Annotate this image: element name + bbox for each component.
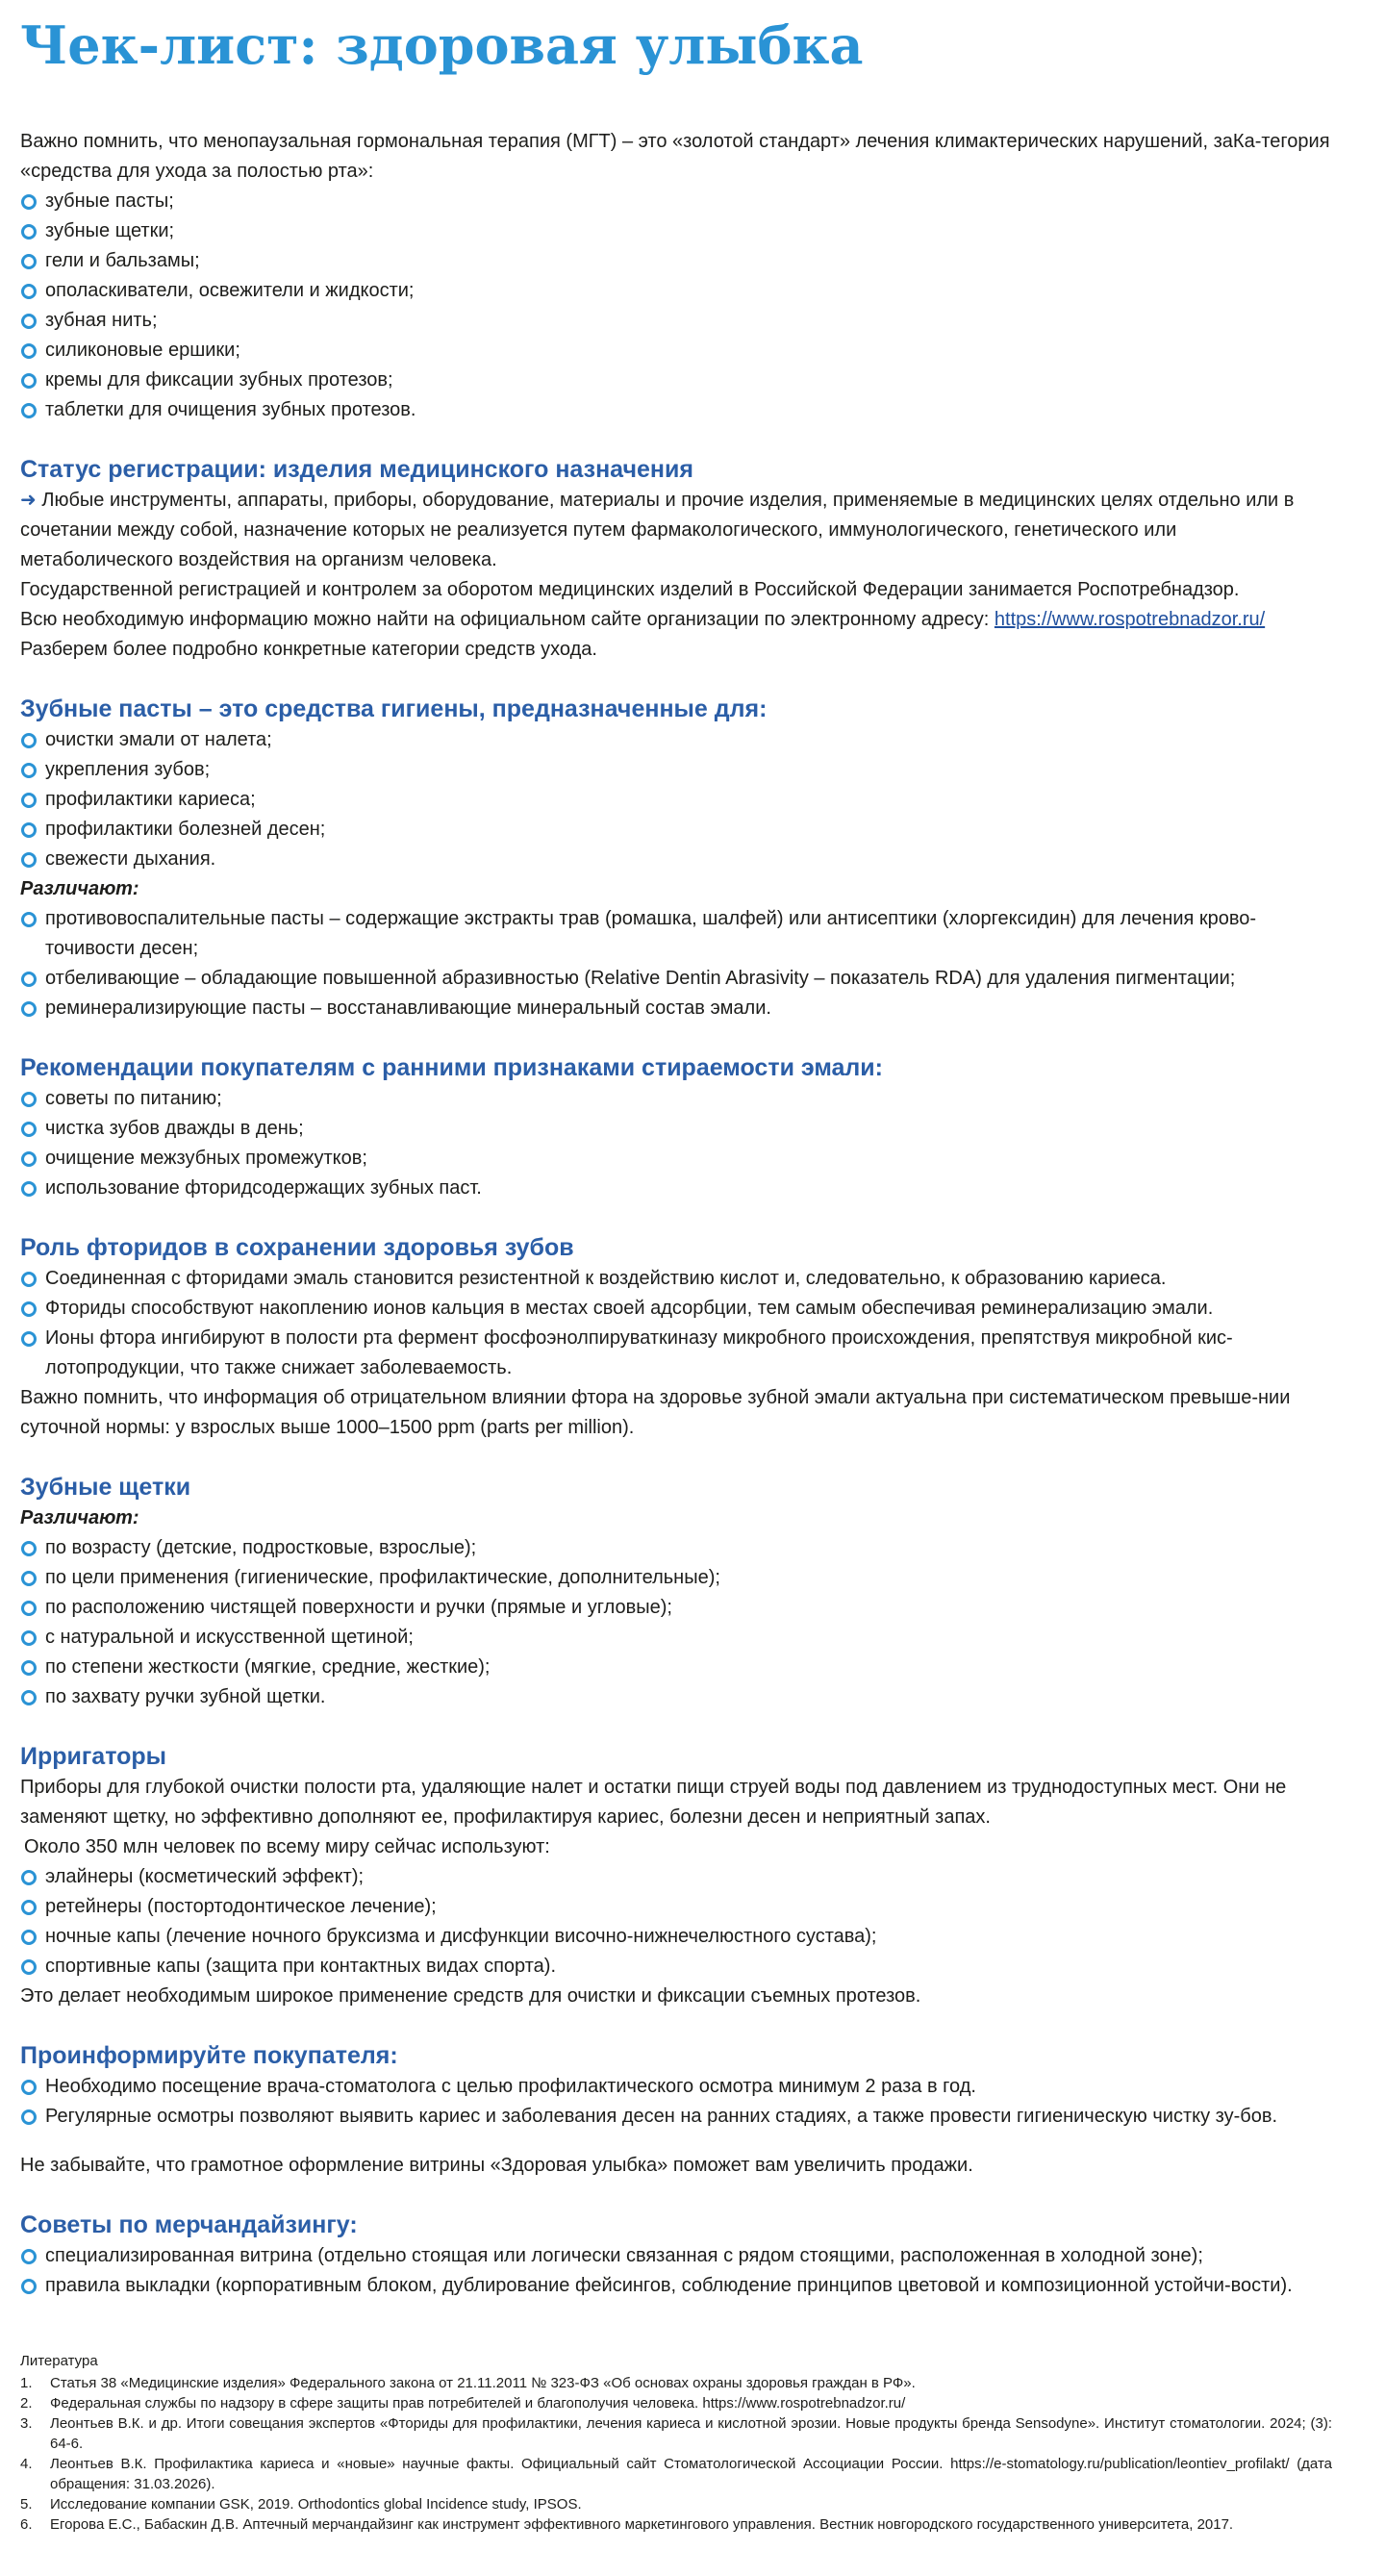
bullet-icon [21,343,37,359]
list-item: зубная нить; [20,306,1332,336]
list-item: укрепления зубов; [20,755,1332,785]
list-item: ополаскиватели, освежители и жидкости; [20,276,1332,306]
bullet-icon [21,194,37,210]
registration-website: Всю необходимую информацию можно найти на официальном сайте организации по электронному адресу: https://www.rospotrebnadzor.ru/ [20,609,1266,630]
bullet-icon [21,284,37,299]
references-title: Литература [20,2353,98,2369]
list-item: реминерализирующие пасты – восстанавливающие минеральный состав эмали. [20,994,1332,1023]
bullet-icon [21,1601,37,1616]
bullet-icon [21,254,37,269]
bullet-icon [21,1541,37,1556]
bullet-icon [21,1122,37,1137]
irrigators-heading: Ирригаторы [20,1743,167,1770]
bullet-icon [21,1870,37,1885]
recommendations-section [20,1051,1332,1203]
inform-heading: Проинформируйте покупателя: [20,2042,398,2069]
bullet-icon [21,1331,37,1347]
registration-heading: Статус регистрации: изделия медицинского назначения [20,456,693,483]
reference-item: 6. Егорова Е.С., Бабаскин Д.В. Аптечный мерчандайзинг как инструмент эффективного маркетингового управления. Вестник новгородского государственного университета, 2017. [20,2516,1234,2533]
list-item: зубные пасты; [20,187,1332,216]
references-section [20,2351,1332,2535]
rospotrebnadzor-link[interactable]: https://www.rospotrebnadzor.ru/ [994,609,1266,630]
list-item: Соединенная с фторидами эмаль становится резистентной к воздействию кислот и, следовательно, к образованию кариеса. [20,1264,1332,1294]
toothpaste-section [20,693,1332,1023]
bullet-icon [21,1151,37,1167]
bullet-icon [21,2249,37,2264]
bullet-icon [21,224,37,240]
reference-item: 1. Статья 38 «Медицинские изделия» Федерального закона от 21.11.2011 № 323-ФЗ «Об основах охраны здоровья граждан в РФ». [20,2375,916,2391]
bullet-icon [21,912,37,927]
care-products-list [20,187,1332,425]
bullet-icon [21,1272,37,1287]
bullet-icon [21,314,37,329]
registration-followup: Разберем более подробно конкретные категории средств ухода. [20,639,597,660]
recommendations-list [20,1084,1332,1203]
merch-heading: Советы по мерчандайзингу: [20,2211,358,2238]
brushes-list [20,1533,1332,1712]
inform-list [20,2072,1332,2132]
list-item: ночные капы (лечение ночного бруксизма и дисфункции височно-нижнечелюстного сустава); [20,1922,1332,1952]
list-item: чистка зубов дважды в день; [20,1114,1332,1144]
reference-item: 2. Федеральная службы по надзору в сфере защиты прав потребителей и благополучия человека. https://www.rospotrebnadzor.ru/ [20,2395,906,2412]
fluoride-heading: Роль фторидов в сохранении здоровья зубов [20,1234,574,1261]
registration-definition: ➜ Любые инструменты, аппараты, приборы, оборудование, материалы и прочие изделия, применяемые в медицинских целях отдельно или в сочетании между собой, назначение которых не реализуется путем фармакологического, иммунологического, генетического или метаболического воздействия на организм человека. [20,490,1295,570]
list-item: Необходимо посещение врача-стоматолога с целью профилактического осмотра минимум 2 раза в год. [20,2072,1332,2102]
bullet-icon [21,1959,37,1975]
reminder-text: Не забывайте, что грамотное оформление витрины «Здоровая улыбка» поможет вам увеличить продажи. [20,2155,973,2176]
list-item: силиконовые ершики; [20,336,1332,366]
toothpaste-heading: Зубные пасты – это средства гигиены, предназначенные для: [20,695,768,722]
list-item: с натуральной и искусственной щетиной; [20,1623,1332,1653]
irrigators-conclusion: Это делает необходимым широкое применение средств для очистки и фиксации съемных протезов. [20,1985,921,2007]
bullet-icon [21,1571,37,1586]
list-item: свежести дыхания. [20,845,1332,874]
brushes-heading: Зубные щетки [20,1474,191,1501]
bullet-icon [21,972,37,987]
list-item: по цели применения (гигиенические, профилактические, дополнительные); [20,1563,1332,1593]
irrigators-description: Приборы для глубокой очистки полости рта, удаляющие налет и остатки пищи струей воды под давлением из труднодоступных мест. Они не заменяют щетку, но эффективно дополняют ее, профилактируя кариес, болезни десен и неприятный запах. [20,1777,1287,1828]
inform-section [20,2039,1332,2132]
fluoride-list [20,1264,1332,1383]
list-item: зубные щетки; [20,216,1332,246]
bullet-icon [21,1900,37,1915]
bullet-icon [21,733,37,748]
bullet-icon [21,1001,37,1017]
list-item: отбеливающие – обладающие повышенной абразивностью (Relative Dentin Abrasivity – показатель RDA) для удаления пигментации; [20,964,1332,994]
list-item: кремы для фиксации зубных протезов; [20,366,1332,395]
list-item: по возрасту (детские, подростковые, взрослые); [20,1533,1332,1563]
list-item: ретейнеры (постортодонтическое лечение); [20,1892,1332,1922]
list-item: специализированная витрина (отдельно стоящая или логически связанная с рядом стоящими, расположенная в холодной зоне); [20,2241,1332,2271]
list-item: гели и бальзамы; [20,246,1332,276]
reference-item: 5. Исследование компании GSK, 2019. Orthodontics global Incidence study, IPSOS. [20,2496,582,2513]
bullet-icon [21,1660,37,1676]
list-item: использование фторидсодержащих зубных паст. [20,1174,1332,1203]
brushes-types-label: Различают: [20,1507,139,1528]
bullet-icon [21,1630,37,1646]
bullet-icon [21,373,37,389]
list-item: очистки эмали от налета; [20,725,1332,755]
list-item: противовоспалительные пасты – содержащие экстракты трав (ромашка, шалфей) или антисептики (хлоргексидин) для лечения крово-точивости десен; [20,904,1332,964]
fluoride-note: Важно помнить, что информация об отрицательном влиянии фтора на здоровье зубной эмали актуальна при систематическом превыше-нии суточной нормы: у взрослых выше 1000–1500 ppm (parts per million). [20,1387,1291,1438]
irrigators-list [20,1862,1332,1982]
list-item: таблетки для очищения зубных протезов. [20,395,1332,425]
list-item: элайнеры (косметический эффект); [20,1862,1332,1892]
list-item: по захвату ручки зубной щетки. [20,1682,1332,1712]
bullet-icon [21,793,37,808]
registration-section [20,453,1332,665]
list-item: советы по питанию; [20,1084,1332,1114]
bullet-icon [21,1092,37,1107]
bullet-icon [21,822,37,838]
reference-item: 3. Леонтьев В.К. и др. Итоги совещания экспертов «Фториды для профилактики, лечения кариеса и кислотной эрозии. Новые продукты бренда Sensodyne». Институт стоматологии. 2024; (3): 64-6. [20,2415,1332,2452]
reference-item: 4. Леонтьев В.К. Профилактика кариеса и «новые» научные факты. Официальный сайт Стоматологической Ассоциации России. https://e-stomatology.ru/publication/leontiev_profilakt/ (дата обращения: 31.03.2026). [20,2456,1332,2492]
bullet-icon [21,852,37,868]
bullet-icon [21,1690,37,1705]
bullet-icon [21,2109,37,2125]
bullet-icon [21,1301,37,1317]
list-item: Регулярные осмотры позволяют выявить кариес и заболевания десен на ранних стадиях, а также провести гигиеническую чистку зу-бов. [20,2102,1332,2132]
brushes-section [20,1471,1332,1712]
recommendations-heading: Рекомендации покупателям с ранними признаками стираемости эмали: [20,1054,883,1081]
toothpaste-purpose-list [20,725,1332,874]
bullet-icon [21,1181,37,1197]
fluoride-section [20,1231,1332,1443]
bullet-icon [21,403,37,418]
bullet-icon [21,763,37,778]
page-title: Чек-лист: здоровая улыбка [20,14,864,76]
list-item: очищение межзубных промежутков; [20,1144,1332,1174]
intro-section [20,127,1332,425]
arrow-right-icon: ➜ [20,490,37,511]
irrigators-section [20,1740,1332,2011]
list-item: спортивные капы (защита при контактных видах спорта). [20,1952,1332,1982]
irrigators-usage-intro: Около 350 млн человек по всему миру сейчас используют: [24,1836,550,1857]
list-item: по степени жесткости (мягкие, средние, жесткие); [20,1653,1332,1682]
bullet-icon [21,1930,37,1945]
toothpaste-types-list [20,904,1332,1023]
merch-list [20,2241,1332,2301]
list-item: по расположению чистящей поверхности и ручки (прямые и угловые); [20,1593,1332,1623]
list-item: профилактики кариеса; [20,785,1332,815]
list-item: правила выкладки (корпоративным блоком, дублирование фейсингов, соблюдение принципов цветовой и композиционной устойчи-вости). [20,2271,1332,2301]
list-item: Ионы фтора ингибируют в полости рта фермент фосфоэнолпируваткиназу микробного происхождения, препятствуя микробной кис-лотопродукции, что также снижает заболеваемость. [20,1324,1332,1383]
registration-authority: Государственной регистрацией и контролем за оборотом медицинских изделий в Российской Федерации занимается Роспотребнадзор. [20,579,1240,600]
intro-text: Важно помнить, что менопаузальная гормональная терапия (МГТ) – это «золотой стандарт» лечения климактерических нарушений, заКа-тегория «средства для ухода за полостью рта»: [20,131,1330,182]
toothpaste-types-label: Различают: [20,878,139,899]
merch-section [20,2209,1332,2301]
bullet-icon [21,2080,37,2095]
list-item: профилактики болезней десен; [20,815,1332,845]
list-item: Фториды способствуют накоплению ионов кальция в местах своей адсорбции, тем самым обеспечивая реминерализацию эмали. [20,1294,1332,1324]
bullet-icon [21,2279,37,2294]
